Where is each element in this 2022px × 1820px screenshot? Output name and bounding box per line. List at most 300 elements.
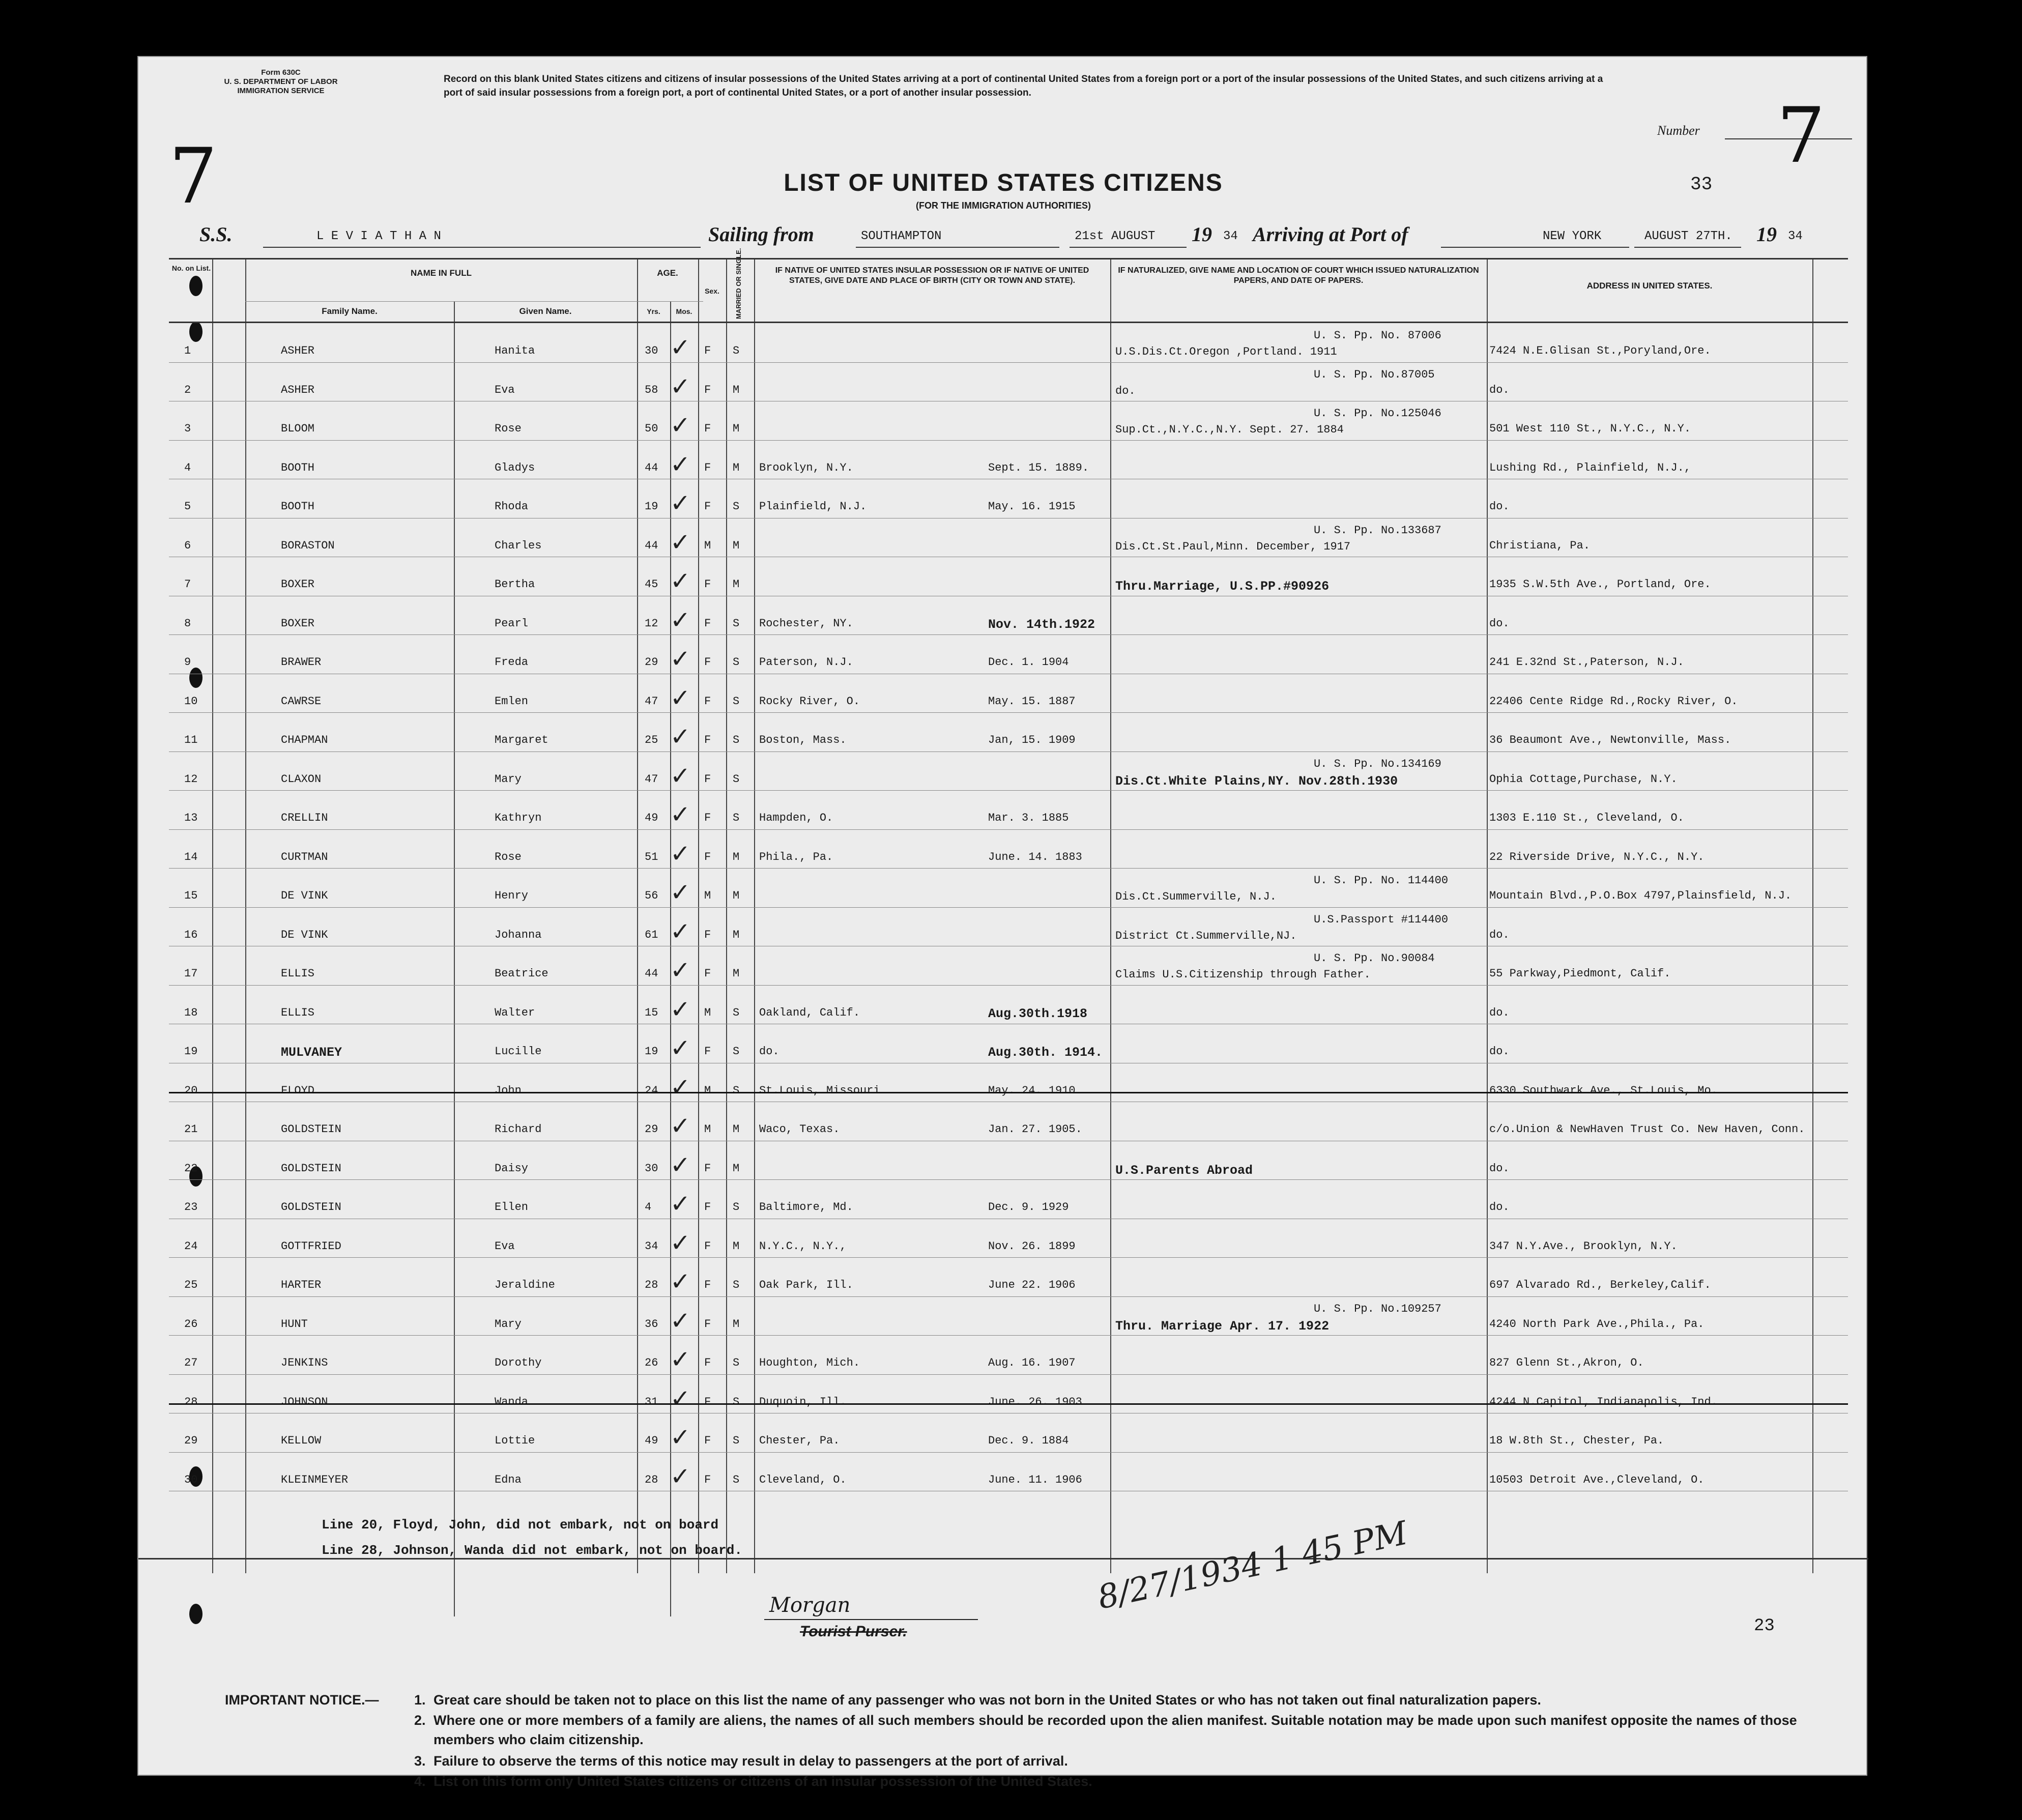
strike-through-line xyxy=(169,1403,1848,1405)
notice-text: Great care should be taken not to place on this list the name of any passenger who was not born in the United States or who has not taken out final naturalization papers. xyxy=(434,1692,1541,1708)
sex: F xyxy=(704,1434,711,1447)
marital-status: S xyxy=(733,344,740,357)
family-name: JENKINS xyxy=(281,1356,328,1369)
row-number: 2 xyxy=(184,383,191,396)
given-name: Bertha xyxy=(495,578,535,591)
birth-place: Chester, Pa. xyxy=(759,1434,840,1447)
row-rule xyxy=(169,1335,1848,1336)
arrival-year-prefix: 19 xyxy=(1756,223,1777,246)
us-address: Lushing Rd., Plainfield, N.J., xyxy=(1489,461,1691,474)
sex: F xyxy=(704,656,711,669)
sex: M xyxy=(704,889,711,902)
us-address: Mountain Blvd.,P.O.Box 4797,Plainsfield, N.J. xyxy=(1489,889,1792,902)
naturalization-court: Dis.Ct.St.Paul,Minn. December, 1917 xyxy=(1115,540,1351,553)
sex: F xyxy=(704,500,711,513)
notice-item: 1. Great care should be taken not to place on this list the name of any passenger who was not born in the United States or who has not taken out final naturalization papers. xyxy=(414,1692,1541,1708)
sex: F xyxy=(704,1317,711,1331)
header-name-in-full: NAME IN FULL xyxy=(411,268,472,278)
birth-date: May. 16. 1915 xyxy=(988,500,1076,513)
punch-hole xyxy=(189,668,203,688)
us-address: do. xyxy=(1489,617,1510,630)
sail-date-underline xyxy=(1070,247,1187,248)
birth-date: Dec. 9. 1884 xyxy=(988,1434,1069,1447)
us-address: 347 N.Y.Ave., Brooklyn, N.Y. xyxy=(1489,1239,1678,1253)
naturalization-court: do. xyxy=(1115,384,1136,397)
us-address: 4240 North Park Ave.,Phila., Pa. xyxy=(1489,1317,1705,1331)
birth-place: N.Y.C., N.Y., xyxy=(759,1239,847,1253)
age-years: 47 xyxy=(645,772,658,786)
marital-status: S xyxy=(733,734,740,746)
birth-place: Paterson, N.J. xyxy=(759,656,853,669)
header-age: AGE. xyxy=(657,268,678,278)
check-mark-icon: ✓ xyxy=(670,1306,691,1335)
row-rule xyxy=(169,1374,1848,1375)
given-name: Wanda xyxy=(495,1395,529,1408)
family-name: BOXER xyxy=(281,578,315,591)
family-name: BOXER xyxy=(281,617,315,630)
sex: F xyxy=(704,967,711,980)
age-years: 61 xyxy=(645,928,658,941)
number-label: Number xyxy=(1657,123,1700,138)
birth-place: Brooklyn, N.Y. xyxy=(759,461,853,474)
age-years: 30 xyxy=(645,344,658,357)
us-address: 697 Alvarado Rd., Berkeley,Calif. xyxy=(1489,1279,1711,1291)
row-number: 24 xyxy=(184,1239,198,1253)
age-years: 26 xyxy=(645,1356,658,1369)
given-name: Freda xyxy=(495,656,529,669)
header-mos: Mos. xyxy=(676,307,692,315)
strike-through-line xyxy=(169,1092,1848,1093)
check-mark-icon: ✓ xyxy=(670,372,691,401)
birth-place: do. xyxy=(759,1045,779,1058)
us-address: 501 West 110 St., N.Y.C., N.Y. xyxy=(1489,422,1691,435)
row-number: 15 xyxy=(184,889,198,902)
age-years: 51 xyxy=(645,850,658,863)
sex: F xyxy=(704,1239,711,1253)
family-name: HUNT xyxy=(281,1317,308,1331)
row-number: 20 xyxy=(184,1084,198,1097)
check-mark-icon: ✓ xyxy=(670,411,691,440)
sex: M xyxy=(704,539,711,552)
birth-date: Jan. 27. 1905. xyxy=(988,1123,1082,1136)
year-prefix: 19 xyxy=(1192,223,1212,246)
row-rule xyxy=(169,868,1848,869)
naturalization-passport: U. S. Pp. No.87005 xyxy=(1314,368,1435,381)
row-number: 9 xyxy=(184,656,191,669)
ship-name: L E V I A T H A N xyxy=(316,229,441,243)
check-mark-icon: ✓ xyxy=(670,761,691,790)
age-years: 15 xyxy=(645,1006,658,1019)
sex: F xyxy=(704,422,711,435)
birth-date: Mar. 3. 1885 xyxy=(988,812,1069,824)
us-address: 10503 Detroit Ave.,Cleveland, O. xyxy=(1489,1473,1705,1486)
preamble-text: Record on this blank United States citizens and citizens of insular possessions of the United States arriving at a port of continental United States from a foreign port or a port of the insular possessions of the United States, and such citizens arriving at a port of said insular possessions from a foreign port, a port of continental United States, or a port of another insular possession. xyxy=(444,74,1603,98)
birth-place: Waco, Texas. xyxy=(759,1123,840,1136)
row-number: 18 xyxy=(184,1006,198,1019)
from-port: SOUTHAMPTON xyxy=(861,229,942,243)
given-name: Johanna xyxy=(495,928,542,941)
check-mark-icon: ✓ xyxy=(670,528,691,557)
birth-date: June. 14. 1883 xyxy=(988,850,1082,863)
us-address: 1935 S.W.5th Ave., Portland, Ore. xyxy=(1489,578,1711,591)
row-number: 26 xyxy=(184,1317,198,1331)
marital-status: S xyxy=(733,1473,740,1486)
birth-date: Aug.30th. 1914. xyxy=(988,1045,1103,1060)
naturalization-passport: U. S. Pp. No. 87006 xyxy=(1314,329,1441,342)
naturalization-passport: U. S. Pp. No.90084 xyxy=(1314,952,1435,965)
header-bottom-rule xyxy=(169,322,1848,323)
header-sex: Sex. xyxy=(705,287,719,295)
row-rule xyxy=(169,985,1848,986)
birth-place: Oakland, Calif. xyxy=(759,1006,860,1019)
naturalization-court: U.S.Parents Abroad xyxy=(1115,1163,1253,1178)
sex: F xyxy=(704,1162,711,1175)
marital-status: M xyxy=(733,1317,740,1331)
birth-place: Cleveland, O. xyxy=(759,1473,847,1486)
row-number: 29 xyxy=(184,1434,198,1447)
row-rule xyxy=(169,907,1848,908)
check-mark-icon: ✓ xyxy=(670,1423,691,1452)
age-years: 45 xyxy=(645,578,658,591)
row-number: 8 xyxy=(184,617,191,630)
birth-place: Houghton, Mich. xyxy=(759,1356,860,1369)
family-name: GOTTFRIED xyxy=(281,1239,341,1253)
row-number: 3 xyxy=(184,422,191,435)
family-name: BOOTH xyxy=(281,461,315,474)
age-years: 31 xyxy=(645,1395,658,1408)
family-name: DE VINK xyxy=(281,889,328,902)
manifest-page xyxy=(137,56,1867,1789)
column-rule xyxy=(698,258,699,1573)
column-rule xyxy=(726,258,727,1573)
given-name: Gladys xyxy=(495,461,535,474)
birth-date: Nov. 26. 1899 xyxy=(988,1239,1076,1253)
marital-status: S xyxy=(733,695,740,708)
marital-status: S xyxy=(733,1201,740,1214)
marital-status: M xyxy=(733,1123,740,1136)
sex: M xyxy=(704,1084,711,1097)
sailing-label: Sailing from xyxy=(708,223,814,246)
us-address: do. xyxy=(1489,1045,1510,1058)
row-number: 12 xyxy=(184,772,198,786)
given-name: Hanita xyxy=(495,344,535,357)
punch-hole xyxy=(189,1604,203,1624)
naturalization-court: U.S.Dis.Ct.Oregon ,Portland. 1911 xyxy=(1115,345,1337,358)
us-address: Christiana, Pa. xyxy=(1489,539,1591,552)
age-years: 19 xyxy=(645,1045,658,1058)
age-years: 29 xyxy=(645,1123,658,1136)
column-rule xyxy=(454,301,455,1616)
us-address: do. xyxy=(1489,383,1510,396)
marital-status: S xyxy=(733,1395,740,1408)
check-mark-icon: ✓ xyxy=(670,645,691,673)
arrival-year: 34 xyxy=(1788,229,1803,243)
arrival-date-underline xyxy=(1634,247,1741,248)
row-number: 1 xyxy=(184,344,191,357)
header-naturalized: IF NATURALIZED, GIVE NAME AND LOCATION OF COURT WHICH ISSUED NATURALIZATION PAPERS, AND DATE OF PAPERS. xyxy=(1118,266,1479,285)
column-rule xyxy=(1110,258,1111,1573)
row-number: 7 xyxy=(184,578,191,591)
given-name: Henry xyxy=(495,889,529,902)
birth-place: Oak Park, Ill. xyxy=(759,1279,853,1291)
check-mark-icon: ✓ xyxy=(670,1034,691,1062)
marital-status: M xyxy=(733,539,740,552)
age-years: 30 xyxy=(645,1162,658,1175)
us-address: 36 Beaumont Ave., Newtonville, Mass. xyxy=(1489,734,1731,746)
marital-status: M xyxy=(733,461,740,474)
given-name: Richard xyxy=(495,1123,542,1136)
family-name: CHAPMAN xyxy=(281,734,328,746)
arrival-port: NEW YORK xyxy=(1543,229,1602,243)
sex: F xyxy=(704,344,711,357)
sex: F xyxy=(704,383,711,396)
us-address: 18 W.8th St., Chester, Pa. xyxy=(1489,1434,1664,1447)
row-number: 30 xyxy=(184,1473,198,1486)
row-rule xyxy=(169,829,1848,830)
age-years: 36 xyxy=(645,1317,658,1331)
column-rule xyxy=(1812,258,1813,1573)
header-given-name: Given Name. xyxy=(519,306,572,316)
column-rule xyxy=(637,258,638,1573)
sex: F xyxy=(704,1201,711,1214)
header-birth: IF NATIVE OF UNITED STATES INSULAR POSSESSION OR IF NATIVE OF UNITED STATES, GIVE DATE AND PLACE OF BIRTH (CITY OR TOWN AND STATE). xyxy=(775,266,1089,285)
header-family-name: Family Name. xyxy=(322,306,378,316)
from-port-underline xyxy=(856,247,1059,248)
birth-date: June. 11. 1906 xyxy=(988,1473,1082,1486)
family-name: HARTER xyxy=(281,1279,322,1291)
marital-status: M xyxy=(733,578,740,591)
sail-date: 21st AUGUST xyxy=(1075,229,1156,243)
row-rule xyxy=(169,790,1848,791)
given-name: Jeraldine xyxy=(495,1279,555,1291)
age-years: 50 xyxy=(645,422,658,435)
given-name: Walter xyxy=(495,1006,535,1019)
birth-place: Baltimore, Md. xyxy=(759,1201,853,1214)
check-mark-icon: ✓ xyxy=(670,489,691,517)
given-name: Charles xyxy=(495,539,542,552)
sex: F xyxy=(704,1279,711,1291)
given-name: Edna xyxy=(495,1473,522,1486)
column-rule xyxy=(212,258,213,1573)
column-rule xyxy=(245,258,246,1573)
naturalization-court: Thru. Marriage Apr. 17. 1922 xyxy=(1115,1318,1330,1334)
given-name: Eva xyxy=(495,383,515,396)
punch-hole xyxy=(189,276,203,296)
column-rule xyxy=(1487,258,1488,1573)
family-name: MULVANEY xyxy=(281,1045,342,1060)
header-address: ADDRESS IN UNITED STATES. xyxy=(1586,281,1713,291)
family-name: BRAWER xyxy=(281,656,322,669)
row-number: 16 xyxy=(184,928,198,941)
naturalization-court: Dis.Ct.White Plains,NY. Nov.28th.1930 xyxy=(1115,773,1398,789)
voyage-line xyxy=(199,222,1828,253)
family-name: GOLDSTEIN xyxy=(281,1123,341,1136)
us-address: 6330 Southwark Ave., St.Louis, Mo. xyxy=(1489,1084,1718,1097)
sex: M xyxy=(704,1006,711,1019)
family-name: ASHER xyxy=(281,383,315,396)
given-name: Rose xyxy=(495,422,522,435)
left-margin-number: 7 xyxy=(169,132,218,221)
us-address: 241 E.32nd St.,Paterson, N.J. xyxy=(1489,656,1684,669)
marital-status: M xyxy=(733,422,740,435)
us-address: Ophia Cottage,Purchase, N.Y. xyxy=(1489,772,1678,786)
row-rule xyxy=(169,634,1848,635)
form-identifier xyxy=(149,68,413,96)
us-address: 7424 N.E.Glisan St.,Poryland,Ore. xyxy=(1489,344,1711,357)
age-years: 28 xyxy=(645,1473,658,1486)
marital-status: S xyxy=(733,1045,740,1058)
sex: F xyxy=(704,812,711,824)
row-rule xyxy=(169,712,1848,713)
birth-place: Duquoin, Ill. xyxy=(759,1395,847,1408)
table-top-rule xyxy=(169,258,1848,259)
given-name: Kathryn xyxy=(495,812,542,824)
row-number: 17 xyxy=(184,967,198,980)
marital-status: S xyxy=(733,1006,740,1019)
check-mark-icon: ✓ xyxy=(670,956,691,985)
family-name: BLOOM xyxy=(281,422,315,435)
marital-status: M xyxy=(733,383,740,396)
row-number: 6 xyxy=(184,539,191,552)
age-years: 49 xyxy=(645,1434,658,1447)
department-name: U. S. DEPARTMENT OF LABOR xyxy=(224,77,338,86)
marital-status: S xyxy=(733,617,740,630)
family-name: CLAXON xyxy=(281,772,322,786)
row-number: 23 xyxy=(184,1201,198,1214)
check-mark-icon: ✓ xyxy=(670,333,691,362)
age-years: 47 xyxy=(645,695,658,708)
birth-place: Rocky River, O. xyxy=(759,695,860,708)
row-rule xyxy=(169,1452,1848,1453)
check-mark-icon: ✓ xyxy=(670,1345,691,1374)
family-name: DE VINK xyxy=(281,928,328,941)
given-name: Rhoda xyxy=(495,500,529,513)
age-years: 44 xyxy=(645,967,658,980)
row-number: 11 xyxy=(184,734,198,746)
sex: F xyxy=(704,1356,711,1369)
family-name: FLOYD xyxy=(281,1084,315,1097)
note-line: Line 20, Floyd, John, did not embark, not on board xyxy=(322,1517,719,1533)
check-mark-icon: ✓ xyxy=(670,917,691,946)
row-number: 5 xyxy=(184,500,191,513)
family-name: ASHER xyxy=(281,344,315,357)
marital-status: S xyxy=(733,500,740,513)
check-mark-icon: ✓ xyxy=(670,839,691,868)
check-mark-icon: ✓ xyxy=(670,1267,691,1296)
naturalization-passport: U. S. Pp. No.125046 xyxy=(1314,407,1441,420)
family-name: ELLIS xyxy=(281,967,315,980)
check-mark-icon: ✓ xyxy=(670,1112,691,1140)
header-married-single: MARRIED OR SINGLE. xyxy=(735,248,742,319)
marital-status: S xyxy=(733,772,740,786)
check-mark-icon: ✓ xyxy=(670,1150,691,1179)
header-subrule xyxy=(245,301,703,302)
check-mark-icon: ✓ xyxy=(670,605,691,634)
us-address: 827 Glenn St.,Akron, O. xyxy=(1489,1356,1644,1369)
given-name: Daisy xyxy=(495,1162,529,1175)
birth-date: June 22. 1906 xyxy=(988,1279,1076,1291)
marital-status: M xyxy=(733,1239,740,1253)
column-rule xyxy=(754,258,755,1573)
birth-date: May. 15. 1887 xyxy=(988,695,1076,708)
us-address: do. xyxy=(1489,1201,1510,1214)
age-years: 56 xyxy=(645,889,658,902)
birth-place: Hampden, O. xyxy=(759,812,833,824)
age-years: 12 xyxy=(645,617,658,630)
birth-place: Boston, Mass. xyxy=(759,734,847,746)
family-name: CAWRSE xyxy=(281,695,322,708)
signer-title: Tourist Purser. xyxy=(800,1623,907,1640)
age-years: 58 xyxy=(645,383,658,396)
form-number: Form 630C xyxy=(261,68,301,77)
purser-signature: Morgan xyxy=(769,1594,851,1617)
note-line: Line 28, Johnson, Wanda did not embark, not on board. xyxy=(322,1543,742,1558)
row-number: 4 xyxy=(184,461,191,474)
row-rule xyxy=(169,1257,1848,1258)
marital-status: S xyxy=(733,812,740,824)
birth-date: May. 24. 1910 xyxy=(988,1084,1076,1097)
ship-underline xyxy=(263,247,701,248)
birth-place: Phila., Pa. xyxy=(759,850,833,863)
given-name: Beatrice xyxy=(495,967,548,980)
given-name: Lottie xyxy=(495,1434,535,1447)
given-name: Mary xyxy=(495,1317,522,1331)
notice-item: 2. Where one or more members of a family are aliens, the names of all such members should be recorded upon the alien manifest. Suitable notation may be made upon such manifest opposite the names of those members who claim citizenship. xyxy=(414,1713,1797,1747)
row-number: 13 xyxy=(184,812,198,824)
punch-hole xyxy=(189,322,203,342)
marital-status: M xyxy=(733,889,740,902)
row-number: 28 xyxy=(184,1395,198,1408)
check-mark-icon: ✓ xyxy=(670,450,691,479)
sex: F xyxy=(704,617,711,630)
ss-label: S.S. xyxy=(199,223,233,246)
us-address: c/o.Union & NewHaven Trust Co. New Haven, Conn. xyxy=(1489,1123,1805,1136)
given-name: Margaret xyxy=(495,734,548,746)
row-rule xyxy=(169,1296,1848,1297)
marital-status: M xyxy=(733,850,740,863)
notice-text: Where one or more members of a family are aliens, the names of all such members should be recorded upon the alien manifest. Suitable notation may be made upon such manifest opposite the names of those members who claim citizenship. xyxy=(434,1713,1797,1747)
family-name: KLEINMEYER xyxy=(281,1473,349,1486)
page-title: LIST OF UNITED STATES CITIZENS xyxy=(784,169,1223,196)
naturalization-court: Dis.Ct.Summerville, N.J. xyxy=(1115,890,1277,903)
family-name: BOOTH xyxy=(281,500,315,513)
header-yrs: Yrs. xyxy=(647,307,660,315)
sex: F xyxy=(704,578,711,591)
given-name: Pearl xyxy=(495,617,529,630)
row-rule xyxy=(169,1179,1848,1180)
signature-line xyxy=(764,1619,978,1620)
age-years: 49 xyxy=(645,812,658,824)
birth-date: Aug. 16. 1907 xyxy=(988,1356,1076,1369)
row-number: 14 xyxy=(184,850,198,863)
sex: F xyxy=(704,850,711,863)
row-number: 10 xyxy=(184,695,198,708)
naturalization-passport: U. S. Pp. No. 114400 xyxy=(1314,874,1449,887)
age-years: 24 xyxy=(645,1084,658,1097)
sex: M xyxy=(704,1123,711,1136)
birth-date: June. 26. 1903 xyxy=(988,1395,1082,1408)
birth-date: Dec. 1. 1904 xyxy=(988,656,1069,669)
family-name: KELLOW xyxy=(281,1434,322,1447)
age-years: 44 xyxy=(645,539,658,552)
age-years: 19 xyxy=(645,500,658,513)
us-address: do. xyxy=(1489,928,1510,941)
sex: F xyxy=(704,1045,711,1058)
marital-status: S xyxy=(733,1434,740,1447)
sex: F xyxy=(704,772,711,786)
family-name: BORASTON xyxy=(281,539,335,552)
birth-place: Rochester, NY. xyxy=(759,617,853,630)
